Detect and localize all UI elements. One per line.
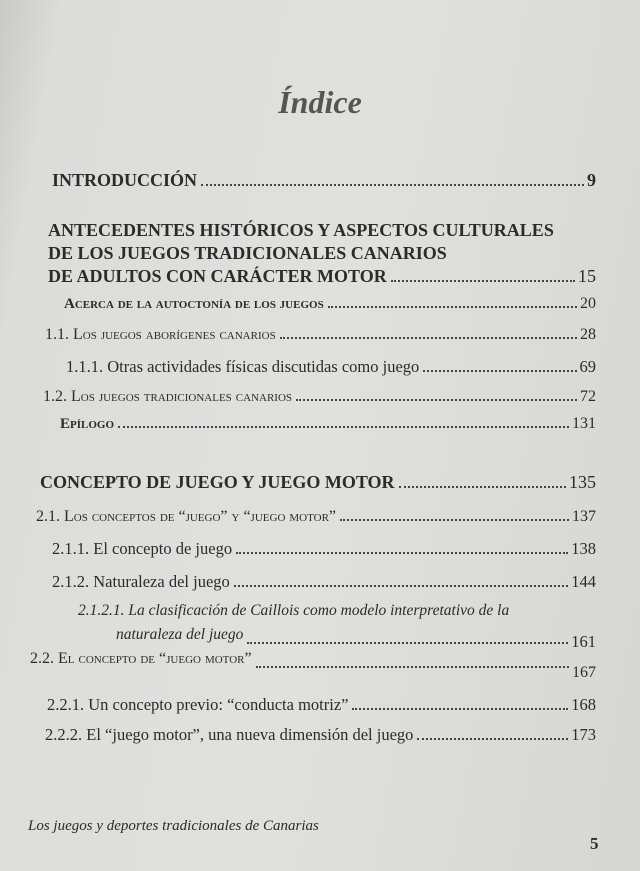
dot-leader	[340, 519, 569, 521]
entry-page: 161	[571, 632, 596, 651]
entry-label: CONCEPTO DE JUEGO Y JUEGO MOTOR	[40, 472, 395, 492]
page-number: 5	[590, 834, 599, 853]
entry-label: 2.1.1. El concepto de juego	[52, 539, 233, 558]
chapter-1-title-line-2: DE LOS JUEGOS TRADICIONALES CANARIOS	[48, 243, 447, 263]
entry-page: 135	[569, 472, 596, 492]
entry-label: 2.1. Los conceptos de “juego” y “juego motor”	[36, 508, 337, 525]
entry-label: 1.1. Los juegos aborígenes canarios	[45, 326, 276, 343]
entry-page: 28	[580, 326, 596, 343]
dot-leader	[399, 486, 566, 488]
entry-label: Epílogo	[60, 416, 115, 432]
toc-entry-2-1-2-1[interactable]	[116, 624, 596, 651]
entry-label: naturaleza del juego	[116, 626, 244, 643]
chapter-1-title-line-1: ANTECEDENTES HISTÓRICOS Y ASPECTOS CULTURALES	[48, 220, 554, 240]
footer-book-title: Los juegos y deportes tradicionales de Canarias	[28, 818, 319, 834]
entry-label: 2.1.2. Naturaleza del juego	[52, 572, 230, 591]
dot-leader	[352, 708, 568, 710]
entry-page: 144	[571, 572, 596, 591]
toc-entry-2-1-2[interactable]	[52, 572, 596, 592]
dot-leader	[296, 399, 577, 401]
entry-page: 173	[571, 725, 596, 744]
dot-leader	[280, 337, 577, 339]
toc-entry-acerca[interactable]	[64, 295, 596, 313]
toc-entry-chapter-2[interactable]	[40, 472, 596, 493]
entry-label: 2.2.2. El “juego motor”, una nueva dimensión del juego	[45, 725, 414, 744]
toc-entry-2-2[interactable]	[30, 650, 596, 681]
entry-page: 137	[572, 508, 596, 525]
entry-page: 72	[580, 388, 596, 405]
dot-leader	[423, 370, 576, 372]
entry-page: 131	[572, 415, 596, 432]
entry-page: 9	[587, 170, 596, 190]
toc-entry-epilogo[interactable]	[60, 415, 596, 433]
entry-label: 1.2. Los juegos tradicionales canarios	[43, 388, 293, 405]
entry-label: INTRODUCCIÓN	[52, 170, 198, 190]
dot-leader	[118, 426, 569, 428]
toc-entry-1-1-1[interactable]	[66, 357, 596, 377]
entry-page: 69	[579, 357, 596, 376]
entry-label: 1.1.1. Otras actividades físicas discutidas como juego	[66, 357, 420, 376]
dot-leader	[391, 280, 575, 282]
dot-leader	[247, 642, 568, 644]
toc-entry-1-1[interactable]	[45, 326, 596, 344]
entry-page: 138	[571, 539, 596, 558]
page-title: Índice	[278, 84, 362, 120]
toc-entry-introduccion[interactable]	[52, 170, 596, 191]
toc-entry-chapter-1[interactable]	[48, 266, 596, 287]
entry-label: DE ADULTOS CON CARÁCTER MOTOR	[48, 266, 387, 286]
dot-leader	[417, 738, 568, 740]
entry-label: 2.2. El concepto de “juego motor”	[30, 650, 252, 667]
dot-leader	[256, 666, 569, 668]
toc-entry-2-2-1[interactable]	[47, 695, 596, 715]
dot-leader	[234, 585, 568, 587]
toc-entry-2-1[interactable]	[36, 508, 596, 526]
entry-label: Acerca de la autoctonía de los juegos	[64, 296, 324, 312]
entry-page: 20	[580, 295, 596, 312]
toc-entry-1-2[interactable]	[43, 388, 596, 406]
entry-page: 167	[572, 664, 596, 681]
entry-page: 15	[578, 266, 596, 286]
dot-leader	[201, 184, 584, 186]
toc-entry-2-2-2[interactable]	[45, 725, 596, 745]
dot-leader	[328, 306, 577, 308]
toc-entry-2-1-2-1-line-1: 2.1.2.1. La clasificación de Caillois como modelo interpretativo de la	[78, 602, 510, 619]
toc-entry-2-1-1[interactable]	[52, 539, 596, 559]
entry-label: 2.2.1. Un concepto previo: “conducta motriz”	[47, 695, 349, 714]
dot-leader	[236, 552, 568, 554]
entry-page: 168	[571, 695, 596, 714]
